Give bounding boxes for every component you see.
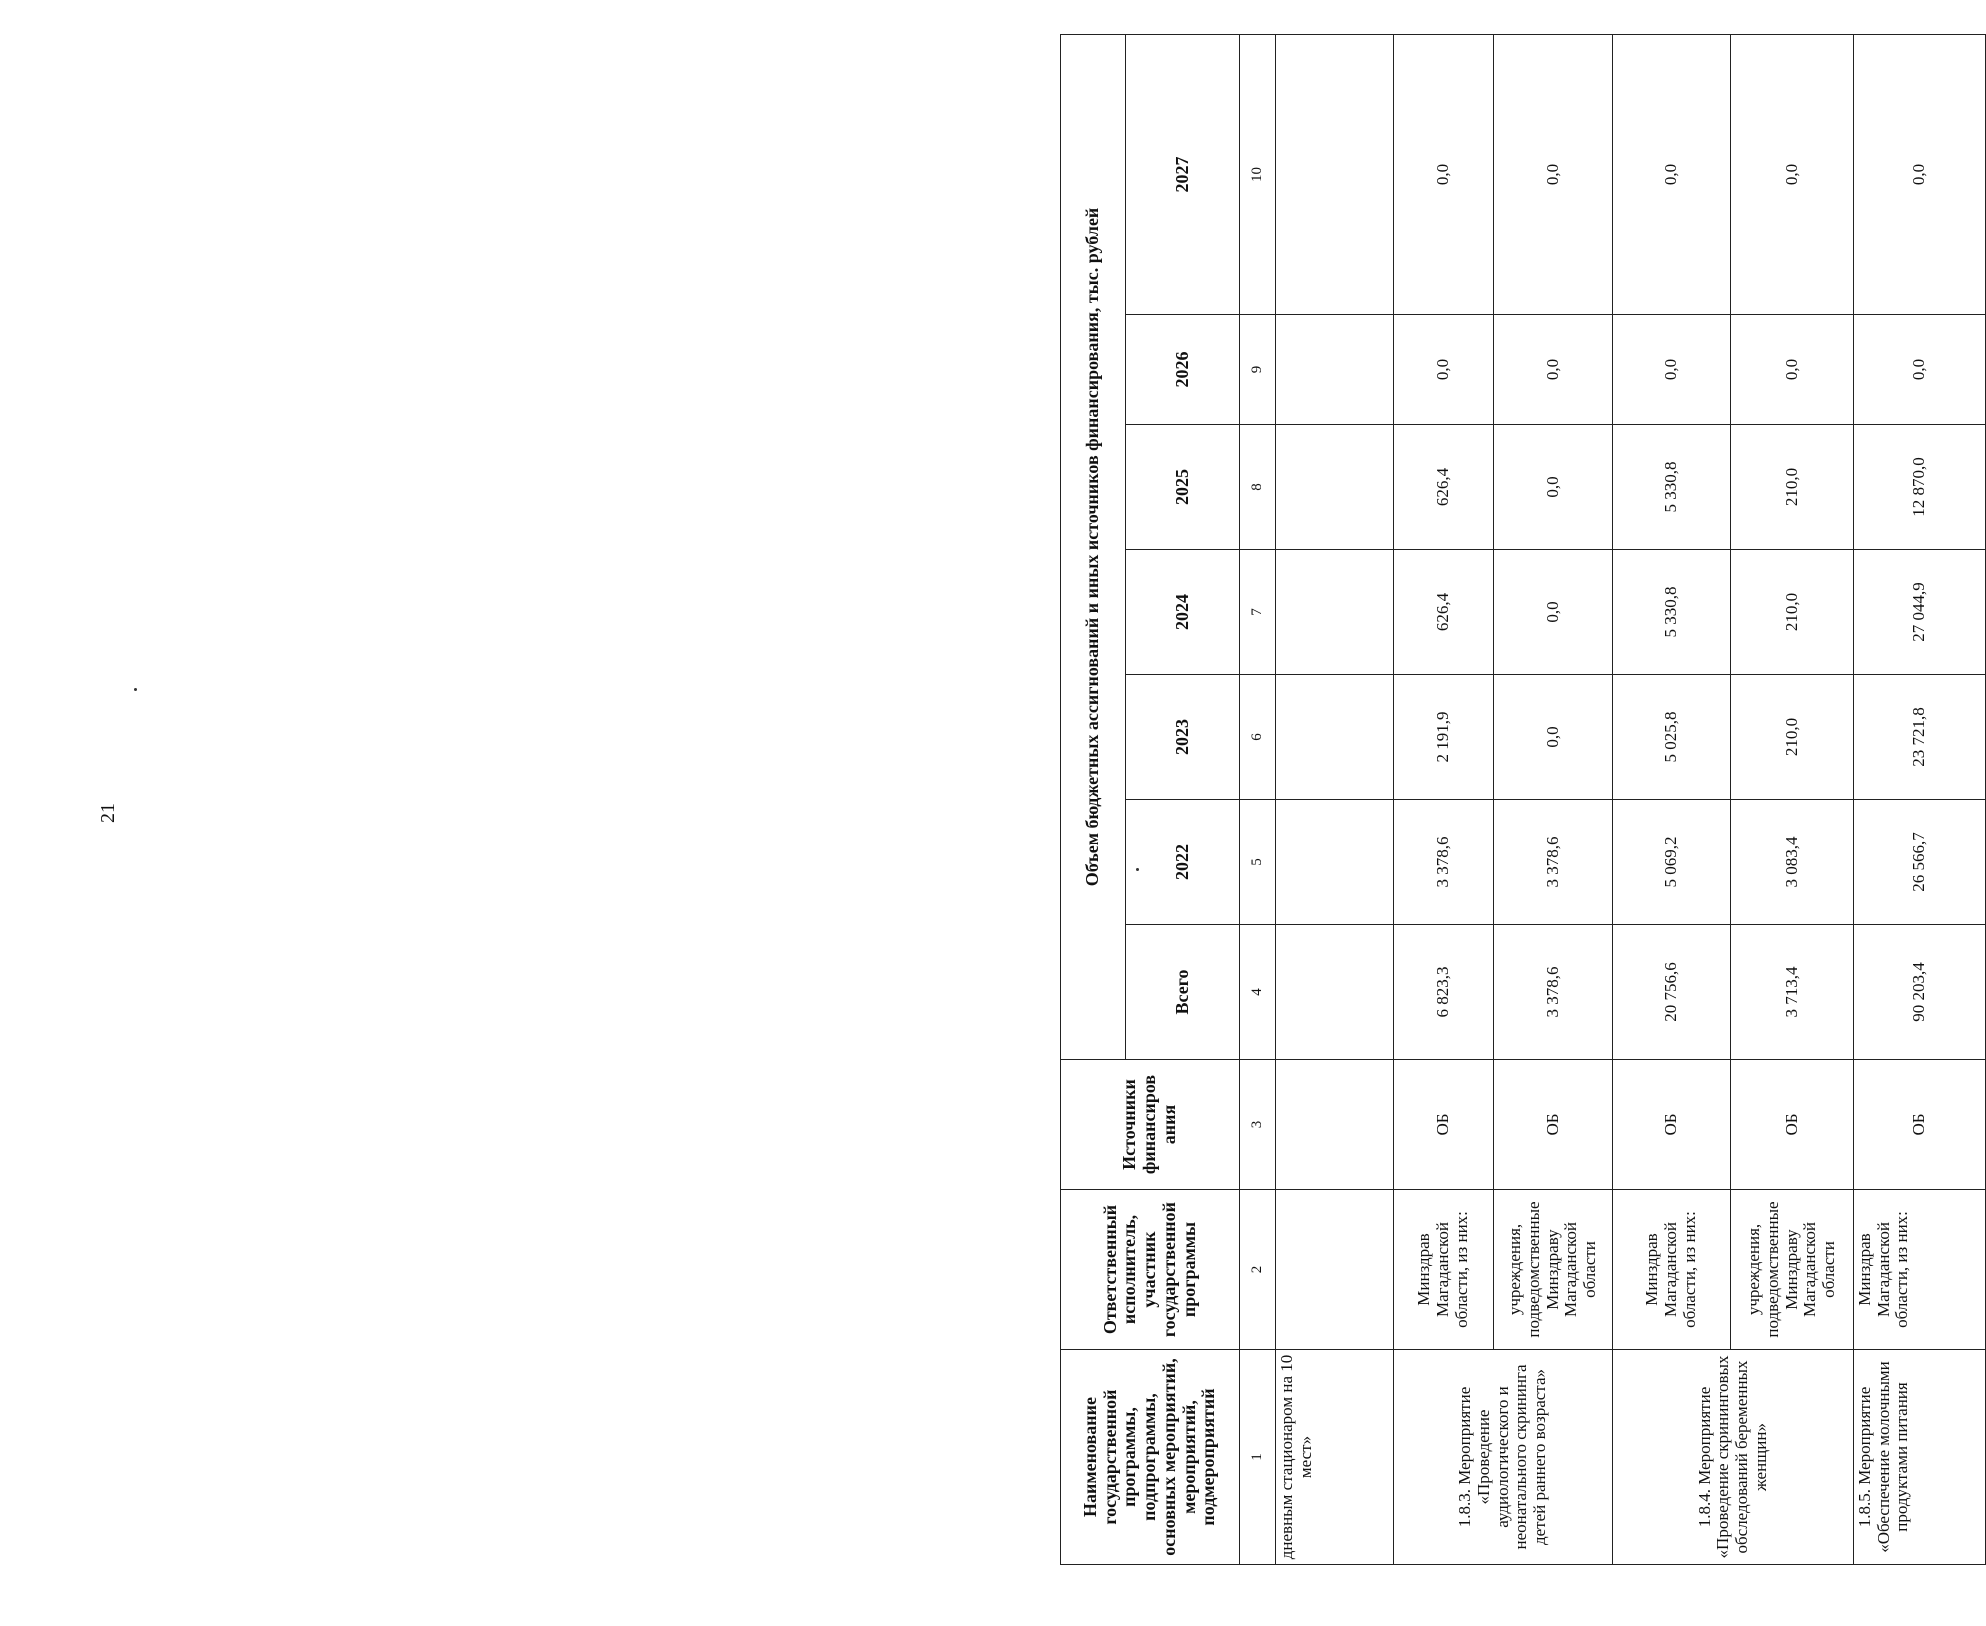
value-cell: 3 378,6 (1494, 925, 1613, 1060)
page-number: 21 (97, 803, 119, 823)
value-cell: 0,0 (1731, 34, 1854, 314)
column-number: 1 (1240, 1350, 1276, 1565)
table-row (1613, 34, 1731, 1564)
header-year: 2027 (1126, 34, 1240, 314)
header-executor: Ответственный исполнитель, участник государственной программы (1061, 1190, 1240, 1350)
column-number: 3 (1240, 1060, 1276, 1190)
value-cell: 0,0 (1613, 315, 1731, 425)
table-row (1854, 34, 1986, 1564)
value-cell: 3 378,6 (1494, 800, 1613, 925)
header-year: 2022 (1126, 800, 1240, 925)
column-number: 4 (1240, 925, 1276, 1060)
table-row (1731, 34, 1854, 1564)
executor-cell: Минздрав Магаданской области, из них: (1613, 1190, 1731, 1350)
header-source: Источники финансиров ания (1061, 1060, 1240, 1190)
value-cell: 626,4 (1394, 550, 1494, 675)
executor-cell: учреждения, подведомственные Минздраву Магаданской области (1494, 1190, 1613, 1350)
column-number-row (1240, 34, 1276, 1564)
value-cell: 0,0 (1494, 34, 1613, 314)
value-cell: 626,4 (1394, 425, 1494, 550)
column-number: 10 (1240, 34, 1276, 314)
table-row (1394, 34, 1494, 1564)
value-cell: 5 025,8 (1613, 675, 1731, 800)
value-cell: 6 823,3 (1394, 925, 1494, 1060)
executor-cell: Минздрав Магаданской области, из них: (1394, 1190, 1494, 1350)
header-year: Всего (1126, 925, 1240, 1060)
value-cell: 3 713,4 (1731, 925, 1854, 1060)
column-number: 9 (1240, 315, 1276, 425)
value-cell: 26 566,7 (1854, 800, 1986, 925)
value-cell: 2 191,9 (1394, 675, 1494, 800)
table-row (1494, 34, 1613, 1564)
value-cell: 23 721,8 (1854, 675, 1986, 800)
value-cell: 210,0 (1731, 675, 1854, 800)
value-cell: 27 044,9 (1854, 550, 1986, 675)
executor-cell: учреждения, подведомственные Минздраву Магаданской области (1731, 1190, 1854, 1350)
rotated-budget-table-wrapper (1060, 35, 1985, 1565)
column-number: 8 (1240, 425, 1276, 550)
column-number: 7 (1240, 550, 1276, 675)
value-cell: 0,0 (1731, 315, 1854, 425)
measure-name: 1.8.4. Мероприятие «Проведение скрининговых обследований беременных женщин» (1613, 1350, 1854, 1565)
value-cell: 0,0 (1394, 315, 1494, 425)
value-cell: 0,0 (1854, 315, 1986, 425)
continuation-row (1276, 34, 1394, 1564)
value-cell: 0,0 (1494, 550, 1613, 675)
source-cell: ОБ (1731, 1060, 1854, 1190)
value-cell: 0,0 (1494, 425, 1613, 550)
value-cell: 0,0 (1494, 675, 1613, 800)
header-year: 2023 (1126, 675, 1240, 800)
header-year: 2025 (1126, 425, 1240, 550)
value-cell: 0,0 (1854, 34, 1986, 314)
continuation-name: дневным стационаром на 10 мест» (1276, 1350, 1394, 1565)
column-number: 5 (1240, 800, 1276, 925)
column-number: 6 (1240, 675, 1276, 800)
value-cell: 90 203,4 (1854, 925, 1986, 1060)
header-row-1 (1061, 34, 1126, 1564)
column-number: 2 (1240, 1190, 1276, 1350)
value-cell: 3 378,6 (1394, 800, 1494, 925)
executor-cell: Минздрав Магаданской области, из них: (1854, 1190, 1986, 1350)
measure-name: 1.8.5. Мероприятие «Обеспечение молочными продуктами питания (1854, 1350, 1986, 1565)
value-cell: 5 330,8 (1613, 550, 1731, 675)
measure-name: 1.8.3. Мероприятие «Проведение аудиологического и неонатального скрининга детей раннего возраста» (1394, 1350, 1613, 1565)
value-cell: 3 083,4 (1731, 800, 1854, 925)
source-cell: ОБ (1494, 1060, 1613, 1190)
header-year: 2024 (1126, 550, 1240, 675)
value-cell: 0,0 (1394, 34, 1494, 314)
header-funding-group: Объем бюджетных ассигнований и иных источников финансирования, тыс. рублей (1061, 34, 1126, 1059)
value-cell: 12 870,0 (1854, 425, 1986, 550)
scan-speck (134, 688, 137, 691)
source-cell: ОБ (1854, 1060, 1986, 1190)
header-name: Наименование государственной программы, подпрограммы, основных мероприятий, мероприятий, подмероприятий (1061, 1350, 1240, 1565)
value-cell: 210,0 (1731, 425, 1854, 550)
value-cell: 5 069,2 (1613, 800, 1731, 925)
value-cell: 5 330,8 (1613, 425, 1731, 550)
source-cell: ОБ (1394, 1060, 1494, 1190)
header-year: 2026 (1126, 315, 1240, 425)
budget-table (1060, 34, 1986, 1565)
value-cell: 210,0 (1731, 550, 1854, 675)
value-cell: 0,0 (1494, 315, 1613, 425)
value-cell: 0,0 (1613, 34, 1731, 314)
value-cell: 20 756,6 (1613, 925, 1731, 1060)
source-cell: ОБ (1613, 1060, 1731, 1190)
